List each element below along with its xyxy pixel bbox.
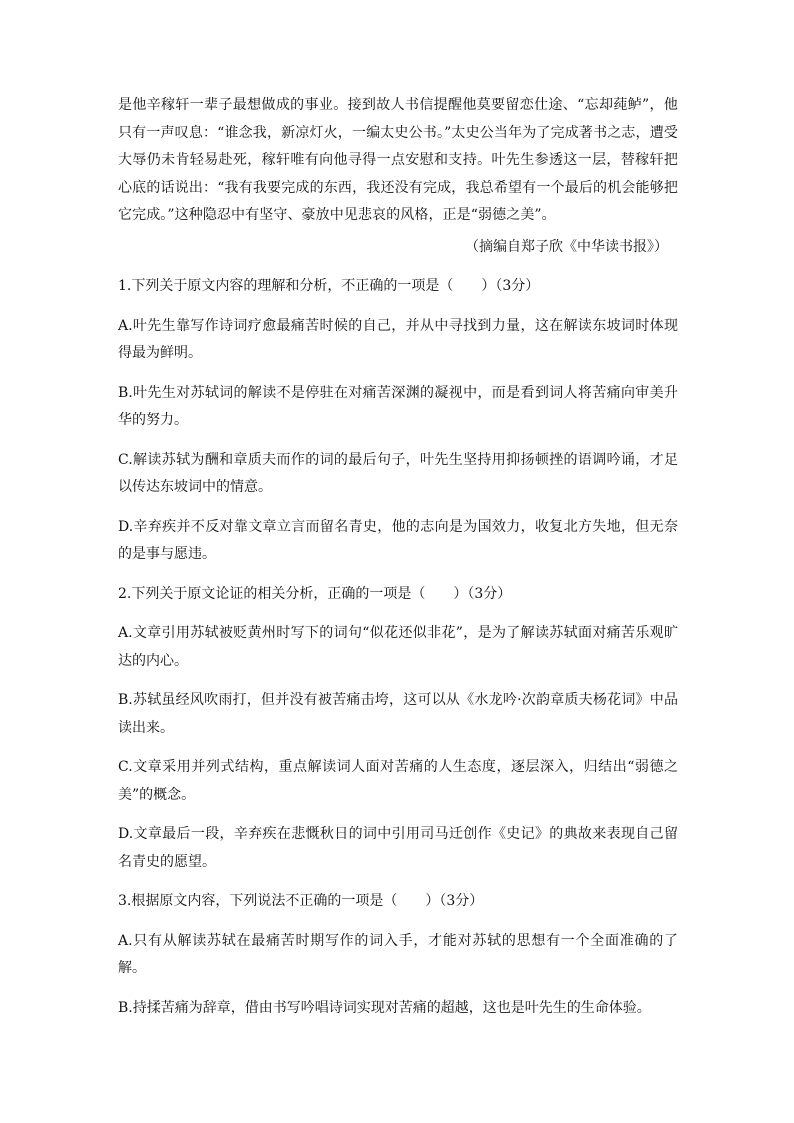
question-1-option-a: A.叶先生靠写作诗词疗愈最痛苦时候的自己，并从中寻找到力量，这在解读东坡词时体现得最为鲜明。 (118, 317, 678, 361)
question-1-option-d: D.辛弃疾并不反对靠文章立言而留名青史，他的志向是为国效力，收复北方失地，但无奈的是事与愿违。 (118, 518, 678, 562)
passage-source: （摘编自郑子欣《中华读书报》） (465, 238, 668, 255)
question-1-option-b: B.叶先生对苏轼词的解读不是停驻在对痛苦深渊的凝视中，而是看到词人将苦痛向审美升华的努力。 (118, 384, 678, 428)
question-3-stem: 3.根据原文内容，下列说法不正确的一项是（ ）（3分） (118, 893, 484, 909)
passage-paragraph: 是他辛稼轩一辈子最想做成的事业。接到故人书信提醒他莫要留恋仕途、“忘却莼鲈”，他只有一声叹息：“谁念我，新凉灯火，一编太史公书。”太史公当年为了完成著书之志，遭受大辱仍未肯轻易赴死，稼轩唯有向他寻得一点安慰和支持。叶先生参透这一层，替稼轩把心底的话说出：“我有我要完成的东西，我还没有完成，我总希望有一个最后的机会能够把它完成。”这种隐忍中有坚守、豪放中见悲哀的风格，正是“弱德之美”。 (118, 97, 678, 223)
question-1-stem: 1.下列关于原文内容的理解和分析，不正确的一项是（ ）（3分） (118, 278, 540, 294)
question-2-option-c: C.文章采用并列式结构，重点解读词人面对苦痛的人生态度，逐层深入，归结出“弱德之美”的概念。 (118, 759, 678, 803)
question-3-option-b: B.持揉苦痛为辞章，借由书写吟唱诗词实现对苦痛的超越，这也是叶先生的生命体验。 (118, 999, 651, 1016)
question-3-option-a: A.只有从解读苏轼在最痛苦时期写作的词入手，才能对苏轼的思想有一个全面准确的了解。 (118, 932, 678, 976)
question-2-option-b: B.苏轼虽经风吹雨打，但并没有被苦痛击垮，这可以从《水龙吟·次韵章质夫杨花词》中品读出来。 (118, 692, 678, 736)
document-page (118, 92, 678, 1022)
question-2-option-a: A.文章引用苏轼被贬黄州时写下的词句“似花还似非花”，是为了解读苏轼面对痛苦乐观旷达的内心。 (118, 625, 678, 669)
question-1-option-c: C.解读苏轼为酬和章质夫而作的词的最后句子，叶先生坚持用抑扬顿挫的语调吟诵，才足以传达东坡词中的情意。 (118, 451, 678, 495)
question-2-stem: 2.下列关于原文论证的相关分析，正确的一项是（ ）（3分） (118, 585, 512, 602)
question-2-option-d: D.文章最后一段，辛弃疾在悲慨秋日的词中引用司马迁创作《史记》的典故来表现自己留名青史的愿望。 (118, 826, 678, 870)
